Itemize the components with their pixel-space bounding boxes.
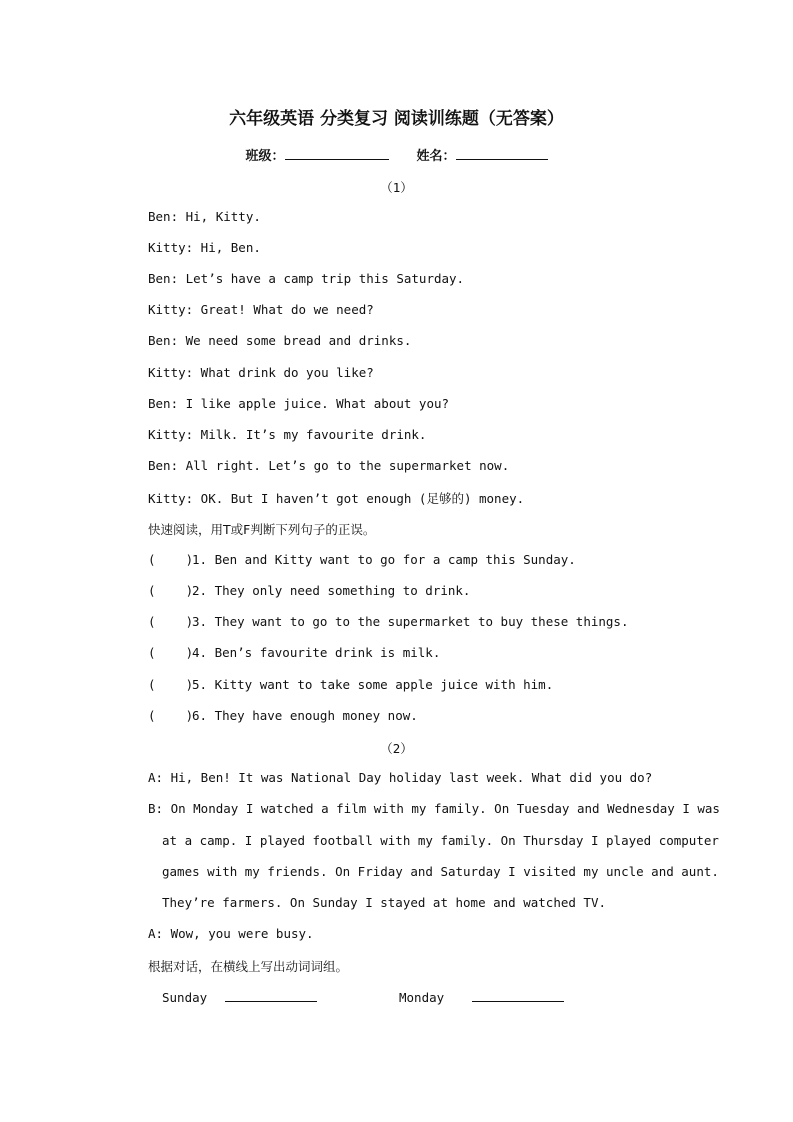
dialogue-line: Kitty: What drink do you like? xyxy=(148,365,374,380)
question-item: ( )6. They have enough money now. xyxy=(148,708,418,723)
fill-label: Sunday xyxy=(162,990,208,1005)
name-label: 姓名： xyxy=(416,149,456,164)
dialogue-line: Ben: We need some bread and drinks. xyxy=(148,333,412,348)
page-title: 六年级英语 分类复习 阅读训练题（无答案） xyxy=(229,109,564,129)
dialogue-line: Kitty: Hi, Ben. xyxy=(148,240,261,255)
dialogue-line: games with my friends. On Friday and Saturday I visited my uncle and aunt. xyxy=(162,864,719,879)
dialogue-line: Kitty: Great! What do we need? xyxy=(148,302,374,317)
section-1-instruction: 快速阅读，用T或F判断下列句子的正误。 xyxy=(148,522,376,537)
answer-paren[interactable]: ( ) xyxy=(148,708,194,723)
dialogue-line: A: Wow, you were busy. xyxy=(148,926,314,941)
class-blank[interactable] xyxy=(285,147,389,160)
fill-label: Monday xyxy=(399,990,445,1005)
dialogue-line: Ben: All right. Let’s go to the supermarket now. xyxy=(148,458,510,473)
question-item: ( )2. They only need something to drink. xyxy=(148,583,471,598)
fill-item-sunday xyxy=(162,989,317,1005)
section-2-heading: （2） xyxy=(380,741,413,756)
dialogue-line: Ben: I like apple juice. What about you? xyxy=(148,396,450,411)
student-info-row xyxy=(0,145,793,164)
section-2-instruction: 根据对话，在横线上写出动词词组。 xyxy=(148,959,349,974)
answer-blank[interactable] xyxy=(472,989,564,1002)
dialogue-line: Ben: Let’s have a camp trip this Saturday. xyxy=(148,271,465,286)
answer-paren[interactable]: ( ) xyxy=(148,552,194,567)
dialogue-line: Kitty: OK. But I haven’t got enough (足够的) money. xyxy=(148,491,525,506)
question-item: ( )1. Ben and Kitty want to go for a camp this Sunday. xyxy=(148,552,576,567)
question-item: ( )4. Ben’s favourite drink is milk. xyxy=(148,645,441,660)
answer-paren[interactable]: ( ) xyxy=(148,614,194,629)
dialogue-line: B: On Monday I watched a film with my family. On Tuesday and Wednesday I was xyxy=(148,801,720,816)
fill-item-monday xyxy=(399,989,564,1005)
dialogue-line: at a camp. I played football with my family. On Thursday I played computer xyxy=(162,833,719,848)
answer-paren[interactable]: ( ) xyxy=(148,583,194,598)
answer-paren[interactable]: ( ) xyxy=(148,677,194,692)
answer-blank[interactable] xyxy=(225,989,317,1002)
question-item: ( )3. They want to go to the supermarket to buy these things. xyxy=(148,614,629,629)
question-item: ( )5. Kitty want to take some apple juice with him. xyxy=(148,677,554,692)
section-1-heading: （1） xyxy=(380,180,413,195)
name-blank[interactable] xyxy=(456,147,548,160)
dialogue-line: Kitty: Milk. It’s my favourite drink. xyxy=(148,427,427,442)
dialogue-line: A: Hi, Ben! It was National Day holiday last week. What did you do? xyxy=(148,770,653,785)
dialogue-line: They’re farmers. On Sunday I stayed at home and watched TV. xyxy=(162,895,607,910)
class-label: 班级： xyxy=(245,149,285,164)
dialogue-line: Ben: Hi, Kitty. xyxy=(148,209,261,224)
answer-paren[interactable]: ( ) xyxy=(148,645,194,660)
